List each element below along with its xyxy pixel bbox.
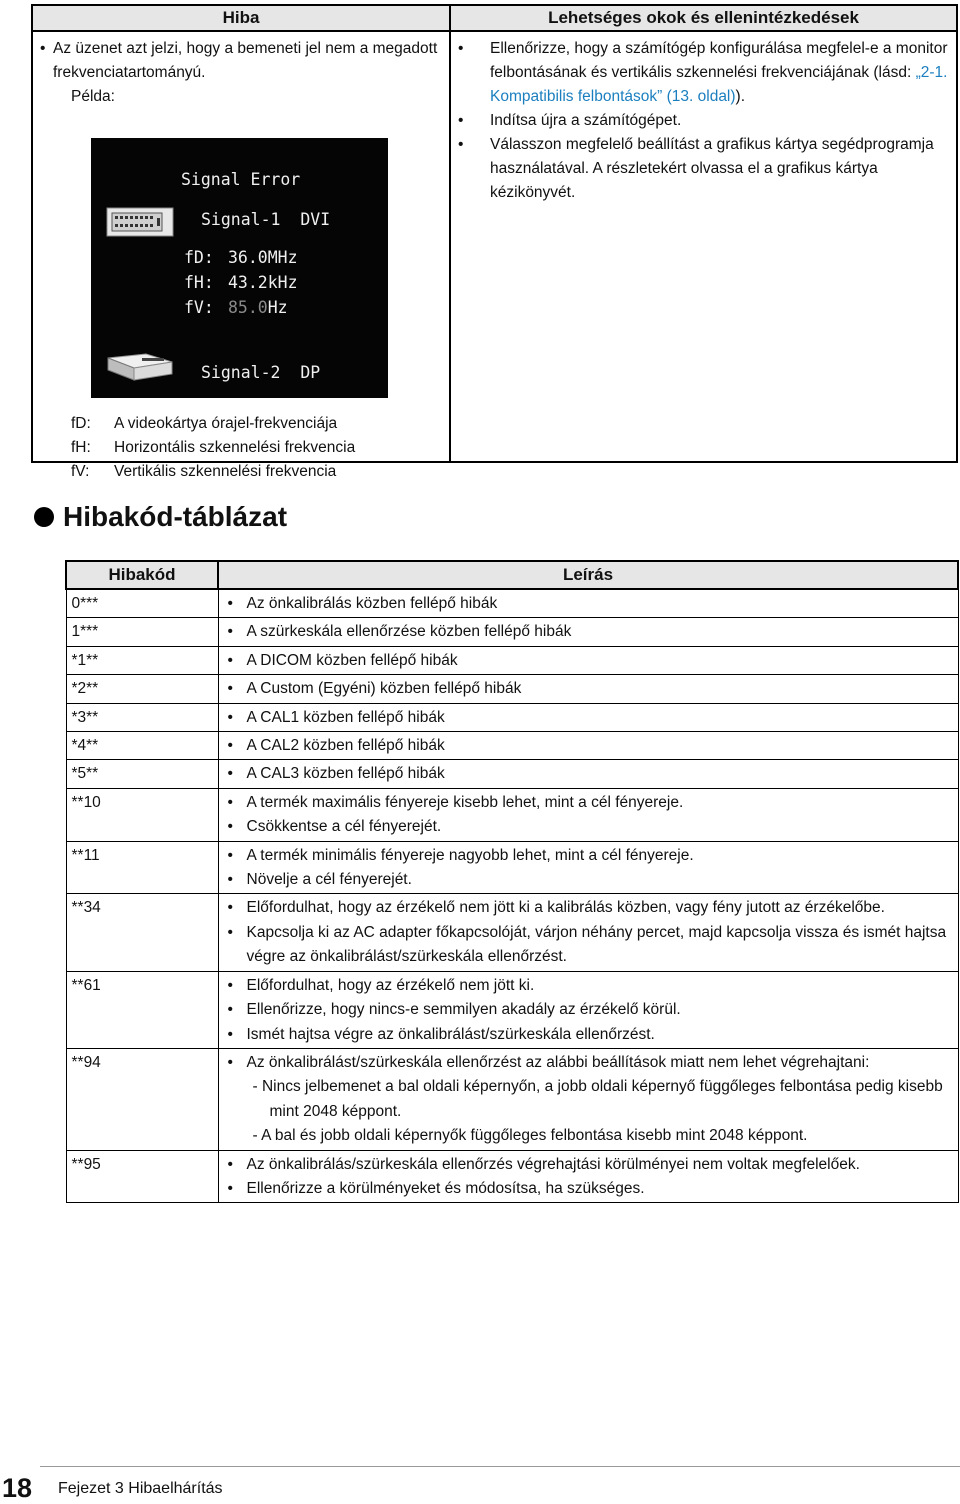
error-description — [218, 703, 958, 731]
osd-fh-value: 43.2kHz — [228, 273, 298, 292]
error-description — [218, 675, 958, 703]
table-row — [66, 894, 958, 971]
osd-title: Signal Error — [181, 170, 301, 189]
error-description — [218, 841, 958, 894]
error-code: *4** — [66, 732, 218, 760]
error-code: **61 — [66, 971, 218, 1048]
section-heading — [34, 499, 287, 535]
error-code: **94 — [66, 1048, 218, 1150]
table-row — [66, 618, 958, 646]
remedy-item: • Indítsa újra a számítógépet. — [451, 109, 948, 133]
remedy-item: • Válasszon megfelelő beállítást a grafikus kártya segédprogramja használatával. A részletekért olvassa el a grafikus kártya kézikönyvét. — [451, 133, 948, 205]
legend-item — [71, 436, 355, 460]
osd-fd-value: 36.0MHz — [228, 248, 298, 267]
error-description — [218, 894, 958, 971]
error-description — [218, 760, 958, 788]
osd-fv-value-number: 85.0 — [228, 298, 268, 317]
dvi-port-icon — [106, 204, 176, 240]
error-description — [218, 1150, 958, 1203]
description-subitem: - Nincs jelbemenet a bal oldali képernyőn, a jobb oldali képernyő függőleges felbontása pedig kisebb mint 2048 képpont. — [252, 1078, 943, 1120]
description-item: • Csökkentse a cél fényerejét. — [224, 815, 953, 839]
osd-fv-label: fV: — [184, 298, 214, 317]
frequency-legend — [71, 412, 355, 484]
description-item: • A termék minimális fényereje nagyobb lehet, mint a cél fényereje. — [224, 844, 953, 868]
table-row — [66, 1048, 958, 1150]
remedy-text: Ellenőrizze, hogy a számítógép konfigurálása megfelel-e a monitor felbontásának és vertikális szkennelési frekvenciájának (lásd: — [490, 40, 948, 81]
table-row — [66, 703, 958, 731]
footer-divider — [40, 1466, 960, 1467]
description-item: • Ellenőrizze a körülményeket és módosítsa, ha szükséges. — [224, 1177, 953, 1201]
signal-error-screen — [91, 138, 388, 398]
header-problem: Hiba — [32, 5, 450, 31]
error-description — [218, 589, 958, 618]
example-label: Példa: — [71, 88, 115, 105]
table-row — [66, 971, 958, 1048]
osd-fd-label: fD: — [184, 248, 214, 267]
osd-fh-label: fH: — [184, 273, 214, 292]
remedies-cell — [450, 31, 957, 462]
error-code: 0*** — [66, 589, 218, 618]
legend-key: fV: — [71, 463, 90, 480]
osd-fv-unit: Hz — [267, 298, 288, 317]
description-item: • Az önkalibrálást/szürkeskála ellenőrzést az alábbi beállítások miatt nem lehet végrehajtani: — [224, 1051, 953, 1075]
legend-text: A videokártya órajel-frekvenciája — [114, 415, 338, 432]
problem-description: • Az üzenet azt jelzi, hogy a bemeneti jel nem a megadott frekvenciatartományú. — [33, 37, 449, 85]
problem-cell — [32, 31, 450, 480]
description-item: • A szürkeskála ellenőrzése közben fellépő hibák — [224, 620, 953, 644]
signal-error-table — [31, 4, 958, 480]
remedy-text: ). — [735, 88, 746, 105]
description-item: • Az önkalibrálás közben fellépő hibák — [224, 592, 953, 616]
legend-key: fH: — [71, 439, 91, 456]
description-item: • A CAL3 közben fellépő hibák — [224, 762, 953, 786]
legend-key: fD: — [71, 415, 91, 432]
table-row — [66, 675, 958, 703]
osd-signal2: Signal-2 DP — [201, 363, 321, 382]
osd-signal1: Signal-1 DVI — [201, 210, 331, 229]
error-code: **34 — [66, 894, 218, 971]
error-description — [218, 618, 958, 646]
page-number: 18 — [2, 1473, 33, 1503]
error-description — [218, 732, 958, 760]
error-code: *1** — [66, 646, 218, 674]
table-row — [66, 760, 958, 788]
header-error-code: Hibakód — [66, 561, 218, 589]
description-item: • Az önkalibrálás/szürkeskála ellenőrzés végrehajtási körülményei nem voltak megfelelőek. — [224, 1153, 953, 1177]
description-item: • A CAL2 közben fellépő hibák — [224, 734, 953, 758]
error-code: *2** — [66, 675, 218, 703]
error-code-table — [65, 560, 959, 1203]
error-description — [218, 1048, 958, 1150]
legend-item — [71, 460, 355, 484]
error-code: *3** — [66, 703, 218, 731]
table-row — [66, 788, 958, 841]
description-item: • A termék maximális fényereje kisebb lehet, mint a cél fényereje. — [224, 791, 953, 815]
error-code: **95 — [66, 1150, 218, 1203]
error-code: **10 — [66, 788, 218, 841]
description-item: • Kapcsolja ki az AC adapter főkapcsolóját, várjon néhány percet, majd kapcsolja vissza és ismét hajtsa végre az önkalibrálást/szürkeskála ellenőrzést. — [224, 921, 953, 970]
chapter-title: Fejezet 3 Hibaelhárítás — [58, 1480, 223, 1497]
table-row — [66, 646, 958, 674]
table-row — [66, 732, 958, 760]
error-code: 1*** — [66, 618, 218, 646]
description-item: • Előfordulhat, hogy az érzékelő nem jött ki a kalibrálás közben, vagy fény jutott az érzékelőbe. — [224, 896, 953, 920]
header-causes: Lehetséges okok és ellenintézkedések — [450, 5, 957, 31]
legend-item — [71, 412, 355, 436]
table-row — [66, 841, 958, 894]
error-code: *5** — [66, 760, 218, 788]
description-item: • A CAL1 közben fellépő hibák — [224, 706, 953, 730]
bullet-dot-icon — [34, 507, 54, 527]
remedy-item — [451, 37, 948, 109]
description-subitem: - A bal és jobb oldali képernyők függőleges felbontása kisebb mint 2048 képpont. — [252, 1127, 808, 1145]
description-item: • A DICOM közben fellépő hibák — [224, 649, 953, 673]
header-description: Leírás — [218, 561, 958, 589]
dp-port-icon — [106, 350, 176, 386]
legend-text: Horizontális szkennelési frekvencia — [114, 439, 356, 456]
description-item: • A Custom (Egyéni) közben fellépő hibák — [224, 677, 953, 701]
compatible-resolutions-link[interactable]: „2-1. Kompatibilis felbontások” (13. oldal) — [490, 64, 948, 105]
error-description — [218, 788, 958, 841]
description-item: • Előfordulhat, hogy az érzékelő nem jött ki. — [224, 974, 953, 998]
legend-text: Vertikális szkennelési frekvencia — [114, 463, 337, 480]
error-code: **11 — [66, 841, 218, 894]
error-description — [218, 646, 958, 674]
error-description — [218, 971, 958, 1048]
description-item: • Ismét hajtsa végre az önkalibrálást/szürkeskála ellenőrzést. — [224, 1023, 953, 1047]
osd-fv-value — [228, 298, 288, 317]
description-item: • Ellenőrizze, hogy nincs-e semmilyen akadály az érzékelő körül. — [224, 998, 953, 1022]
table-row — [66, 589, 958, 618]
section-title: Hibakód-táblázat — [63, 501, 288, 532]
table-row — [66, 1150, 958, 1203]
description-item: • Növelje a cél fényerejét. — [224, 868, 953, 892]
